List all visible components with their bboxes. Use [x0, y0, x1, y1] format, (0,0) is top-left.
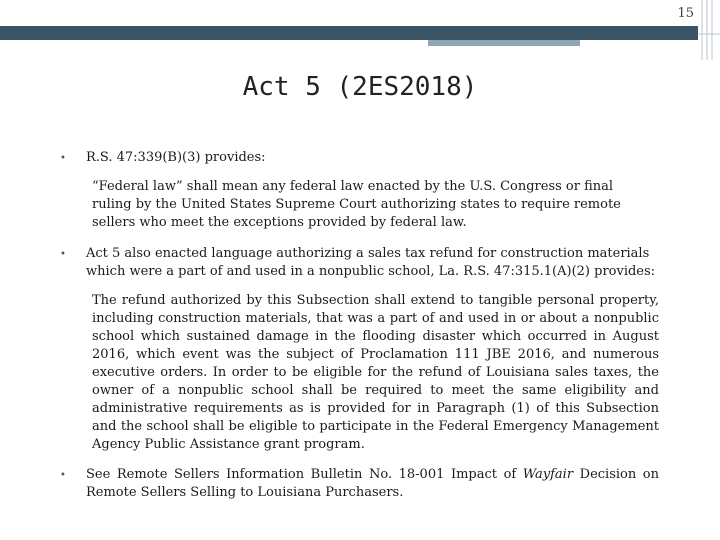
bulletin-text-start: See Remote Sellers Information Bulletin No. 18-001 Impact of: [86, 467, 523, 482]
bullet-2-text: Act 5 also enacted language authorizing a sales tax refund for construction materials which were a part of and used in a nonpublic school, La. R.S. 47:315.1(A)(2) provides:: [86, 246, 656, 279]
refund-statute-quote: The refund authorized by this Subsection shall extend to tangible personal property, including construction materials, that was a part of and used in or about a nonpublic school which sustained damage in the flooding disaster which occurred in August 2016, which event was the subject of Proclamation 111 JBE 2016, and numerous executive orders. In order to be eligible for the refund of Louisiana sales taxes, the owner of a nonpublic school shall be required to meet the same eligibility and administrative requirements as is provided for in Paragraph (1) of this Subsection and the school shall be eligible to participate in the Federal Emergency Management Agency Public Assistance grant program.: [92, 293, 659, 452]
bullet-marker: •: [60, 470, 66, 481]
federal-law-quote: “Federal law” shall mean any federal law enacted by the U.S. Congress or final ruling by the United States Supreme Court authorizing states to require remote sellers who meet the exceptions provided by federal law.: [92, 179, 621, 230]
header-bar-accent: [428, 40, 580, 46]
page-number: 15: [677, 6, 694, 21]
bullet-marker: •: [60, 249, 66, 260]
corner-decoration: [698, 0, 720, 60]
bulletin-text-end: Decision on Remote Sellers Selling to Louisiana Purchasers.: [86, 467, 660, 500]
bullet-1-text: R.S. 47:339(B)(3) provides:: [86, 150, 266, 165]
header-bar: [0, 26, 698, 40]
bullet-3-text: [86, 466, 659, 502]
bullet-marker: •: [60, 153, 66, 164]
slide-title: Act 5 (2ES2018): [242, 72, 478, 102]
case-name: Wayfair: [522, 467, 574, 482]
